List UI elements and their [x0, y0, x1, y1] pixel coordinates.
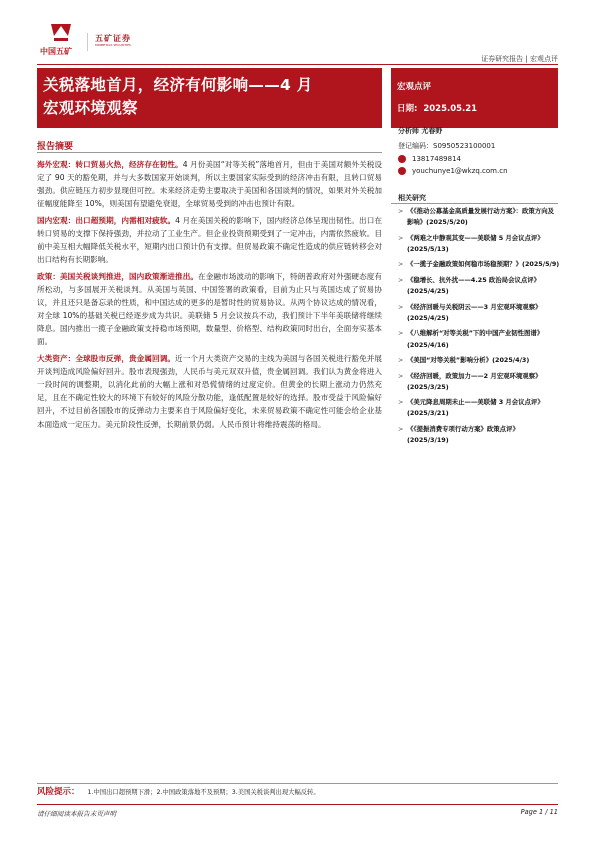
email-icon — [398, 167, 406, 175]
related-item-text[interactable]: 《《提振消费专项行动方案》政策点评》(2025/3/19) — [407, 424, 519, 445]
summary-heading: 报告摘要 — [37, 142, 74, 152]
related-item[interactable] — [398, 275, 560, 297]
paragraph-text: 近一个月大类资产交易的主线为美国与各国关税进行豁免并展开谈判造成风险偏好回升。股市表现强劲，人民币与美元双双升值，贵金属回调。我们认为黄金将进入一段时间的调整期，以消化此前的大幅上涨和对恐慌情绪的过度定价。但黄金的长期上涨动力仍然充足，且在不确定性较大的环境下有较好的风险分散功能，逢低配置是较好的选择。股市受益于风险偏好回升，不过目前各国股市的反弹动力主要来自于风险偏好变化，未来贸易政策不确定性可能会给企业基本面造成一定压力。美元阶段性反弹，长期前景仍弱。人民币预计将维持震荡的格局。 — [37, 354, 382, 429]
related-item-text[interactable]: 《《推动公募基金高质量发展行动方案》：政策方向及影响》(2025/5/20) — [407, 207, 554, 227]
related-item[interactable] — [398, 355, 560, 366]
doc-type: 证券研究报告 | 宏观点评 — [481, 55, 558, 63]
paragraph-text: 在金融市场波动的影响下，特朗普政府对外强硬态度有所松动，与多国展开关税谈判。从美国与英国、中国签署的政策看，目前为止只与英国达成了贸易协议，并且还只是备忘录的性质，和中国达成的更多的是暂时性的贸易协议。从两个协议达成的情况看，对全球 10%的基础关税已经逐步成为共识。美联储 5 月会议按兵不动，我们预计下半年美联储将继续降息。国内推出一揽子金融政策支持稳市场预期，数量型、价格型、结构政策同时出台，全面夯实基本面。 — [37, 271, 383, 347]
summary-body — [37, 158, 382, 434]
related-item[interactable] — [398, 424, 560, 446]
risk-divider — [37, 783, 558, 784]
risk-label: 风险提示： — [37, 787, 80, 797]
phone-text: 13817489814 — [412, 154, 461, 163]
chevron-right-icon: > — [398, 371, 404, 380]
analyst-name: 分析师 尤春野 — [398, 127, 443, 135]
paragraph-text: 4 月在美国关税的影响下，国内经济总体呈现出韧性。出口在转口贸易的支撑下保持强劲，并拉动了工业生产。但企业投资预期受到了一定冲击，内需依然疲软。目前中美互相大幅降低关税水平，短期内出口预计仍有支撑。但贸易政策不确定性造成的供应链转移会对出口结构有长期影响。 — [37, 215, 382, 265]
title-line-1: 关税落地首月，经济有何影响——4 月 — [43, 76, 313, 94]
analyst-info — [398, 126, 563, 178]
risk-text: 1.中国出口超预期下滑；2.中国政策落地不及预期；3.美国关税谈判出现大幅反转。 — [87, 789, 320, 796]
paragraph-highlight: 政策：美国关税谈判推进，国内政策渐进推出。 — [37, 271, 199, 281]
chevron-right-icon: > — [398, 302, 404, 311]
email-text[interactable]: youchunye1@wkzq.com.cn — [412, 167, 508, 176]
summary-divider — [37, 152, 382, 153]
header-divider — [37, 64, 558, 65]
risk-notice — [37, 785, 320, 797]
analyst-email[interactable] — [398, 165, 563, 178]
side-info-box — [391, 68, 558, 128]
page-number: Page 1 / 11 — [520, 808, 558, 816]
related-item-text[interactable]: 《一揽子金融政策如何稳市场稳预期？》(2025/5/9) — [407, 260, 560, 269]
summary-paragraph — [37, 158, 382, 210]
chevron-right-icon: > — [398, 356, 404, 365]
paragraph-highlight: 大类资产：全球股市反弹，贵金属回调。 — [37, 354, 176, 364]
chevron-right-icon: > — [398, 329, 404, 338]
date-label: 日期: — [397, 104, 418, 114]
minmetals-logo-icon — [48, 20, 74, 46]
chevron-right-icon: > — [398, 233, 404, 242]
chevron-right-icon: > — [398, 275, 404, 284]
chevron-right-icon: > — [398, 207, 404, 215]
footer-divider — [37, 804, 558, 805]
disclaimer-note: 请仔细阅读本报告末页声明 — [37, 810, 117, 818]
title-line-2: 宏观环境观察 — [43, 99, 138, 117]
related-item-text[interactable]: 《两难之中静观其变——美联储 5 月会议点评》(2025/5/13) — [407, 233, 544, 253]
brand-name-en: MINMETALS SECURITIES — [95, 43, 131, 47]
logo-divider — [87, 33, 88, 51]
analyst-reg: 登记编码：S0950523100001 — [398, 142, 496, 151]
paragraph-highlight: 海外宏观：转口贸易火热，经济存在韧性。 — [37, 160, 183, 169]
related-item[interactable] — [398, 397, 560, 419]
company-short-name: 中国五矿 — [40, 47, 72, 56]
related-list — [398, 206, 560, 451]
phone-icon — [398, 155, 406, 163]
report-date — [397, 98, 558, 120]
related-item[interactable] — [398, 206, 560, 228]
chevron-right-icon: > — [398, 398, 404, 407]
related-item[interactable] — [398, 328, 560, 350]
report-category: 宏观点评 — [397, 82, 432, 92]
related-item-text[interactable]: 《稳增长、抗外扰——4.25 政治局会议点评》(2025/4/25) — [407, 275, 541, 296]
related-item[interactable] — [398, 302, 560, 324]
summary-paragraph — [37, 352, 382, 431]
related-item-text[interactable]: 《八维解析“对等关税”下的中国产业韧性图谱》(2025/4/16) — [407, 329, 544, 349]
analyst-phone — [398, 153, 563, 166]
report-title — [37, 68, 382, 128]
brand-name: 五矿证券 — [95, 34, 131, 43]
related-item-text[interactable]: 《美国“对等关税”影响分析》(2025/4/3) — [407, 356, 530, 365]
related-item[interactable] — [398, 371, 560, 393]
related-divider — [391, 203, 558, 204]
summary-paragraph — [37, 270, 382, 349]
date-value: 2025.05.21 — [423, 104, 478, 114]
paragraph-text: 4 月份美国“对等关税”落地首月，但由于美国对额外关税设定了 90 天的豁免期，并与大多数国家开始谈判，所以主要国家实际受到的经济冲击有限，且转口贸易强劲。供应链压力初步显现但可控。未来经济走势主要取决于美国和各国谈判的情况，如果对外关税加征幅度能降至 10%，则美国有望避免衰退，全球贸易受到的冲击也预计有限。 — [37, 160, 382, 209]
related-item-text[interactable]: 《经济回暖与关税阴云——3 月宏观环境观察》(2025/4/25) — [407, 302, 542, 322]
related-item[interactable] — [398, 259, 560, 270]
chevron-right-icon: > — [398, 260, 404, 269]
summary-paragraph — [37, 214, 382, 266]
related-item[interactable] — [398, 233, 560, 255]
related-heading: 相关研究 — [398, 194, 426, 202]
chevron-right-icon: > — [398, 424, 404, 433]
related-item-text[interactable]: 《经济回暖，政策加力——2 月宏观环境观察》(2025/3/25) — [407, 371, 542, 391]
paragraph-highlight: 国内宏观：出口超预期，内需相对疲软。 — [37, 215, 176, 225]
related-item-text[interactable]: 《美元降息周期未止——美联储 3 月会议点评》(2025/3/21) — [407, 398, 544, 418]
